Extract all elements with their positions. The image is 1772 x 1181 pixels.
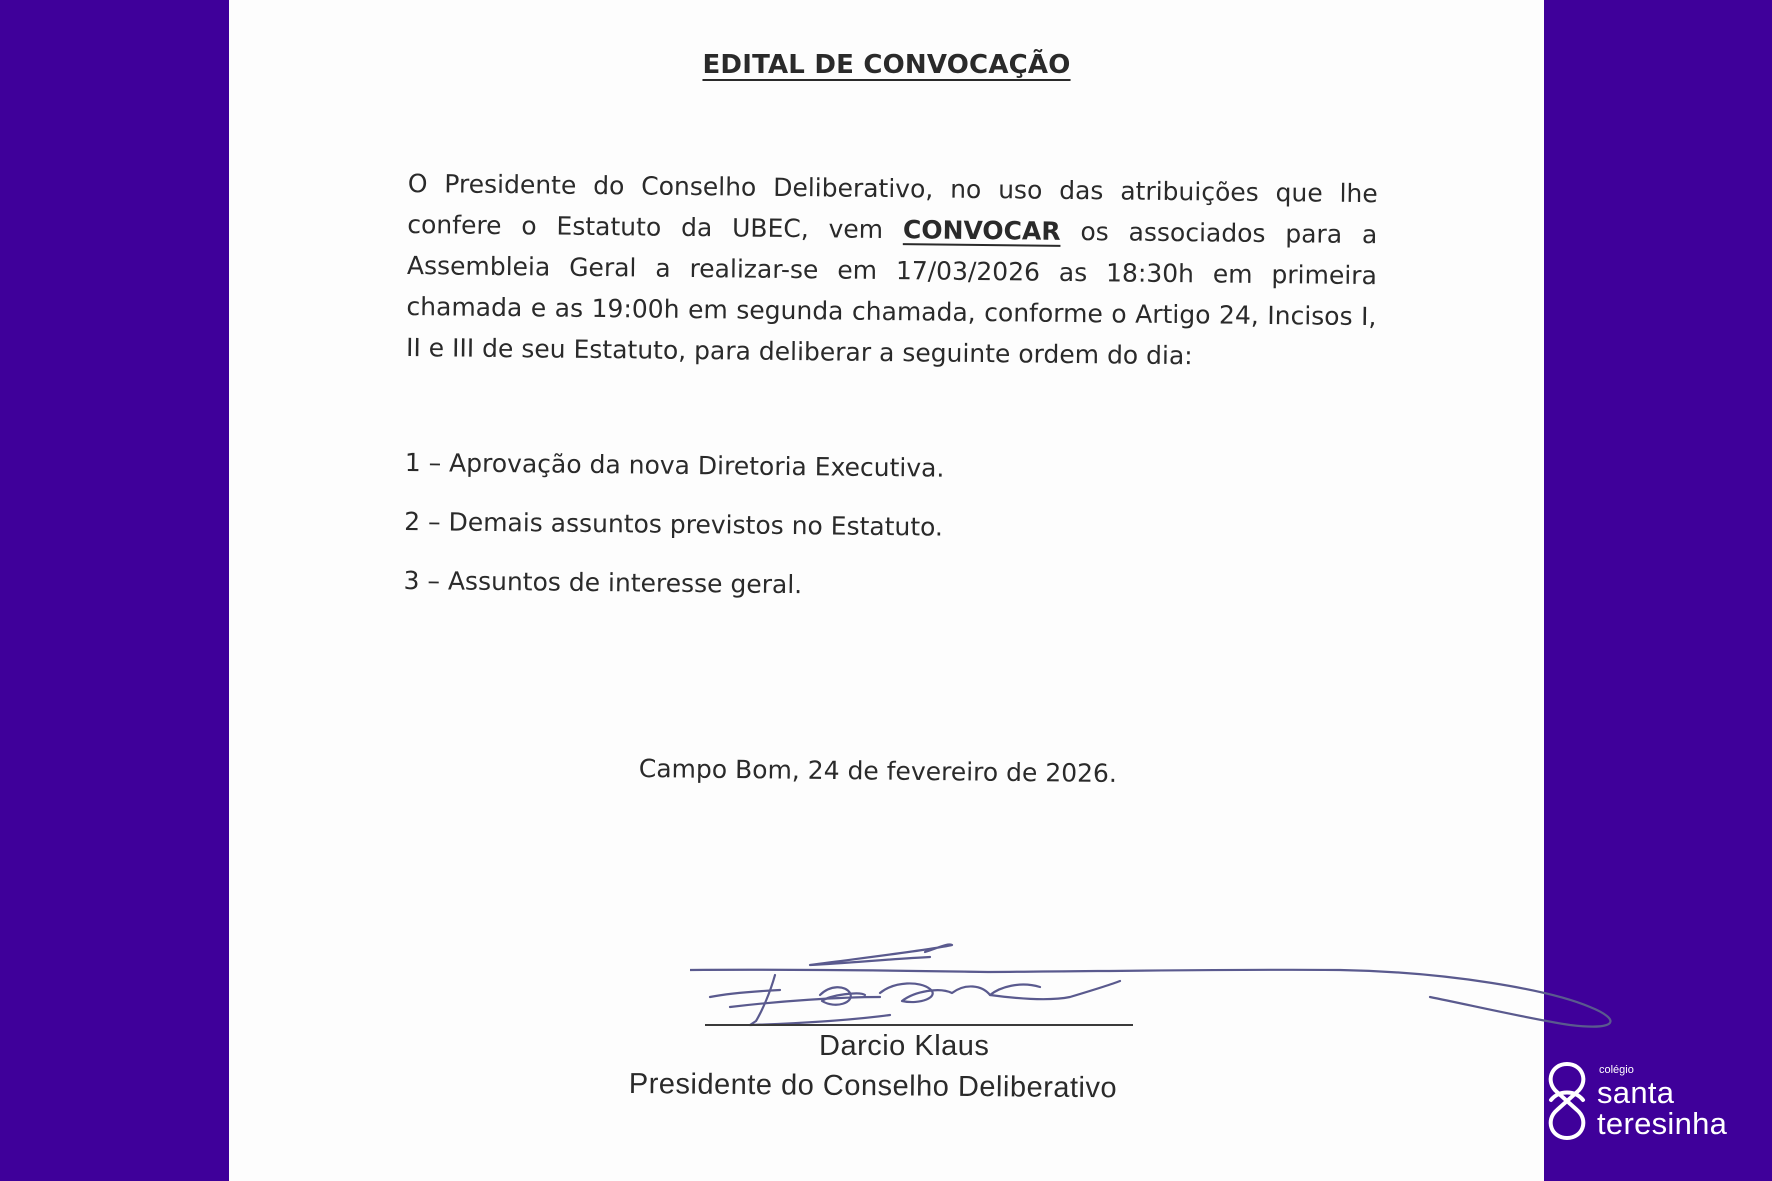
document-page [229,0,1544,1181]
signature-line [705,1024,1133,1026]
brand-name-line-1: santa [1597,1075,1675,1110]
agenda-list [403,448,944,631]
intertwined-loops-logo-icon [1543,1060,1591,1142]
brand-prefix: colégio [1599,1064,1634,1076]
agenda-item: 1 – Aprovação da nova Diretoria Executiva. [404,448,945,483]
handwritten-signature [690,935,1680,1045]
document-title: EDITAL DE CONVOCAÇÃO [702,50,1071,80]
brand-name-line-2: teresinha [1597,1106,1728,1141]
place-and-date: Campo Bom, 24 de fevereiro de 2026. [638,754,1118,789]
agenda-item: 3 – Assuntos de interesse geral. [403,565,803,600]
agenda-item: 2 – Demais assuntos previstos no Estatuto. [404,506,944,542]
paragraph-text-start: O Presidente do Conselho Deliberativo, no uso das atribuições que lhe confere o Estatuto da UBEC, vem [407,168,1378,245]
signer-name: Darcio Klaus [819,1030,990,1062]
paragraph-text-end: os associados para a Assembleia Geral a realizar-se em 17/03/2026 as 18:30h em primeira chamada e as 19:00h em segunda chamada, conforme o Artigo 24, Incisos I, II e III de seu Estatuto, para deliberar a seguinte ordem do dia: [405,216,1378,371]
signer-role: Presidente do Conselho Deliberativo [628,1068,1118,1105]
brand-logo [1543,1058,1772,1148]
paragraph-emphasis: CONVOCAR [902,215,1061,246]
convocation-paragraph [406,163,1378,378]
